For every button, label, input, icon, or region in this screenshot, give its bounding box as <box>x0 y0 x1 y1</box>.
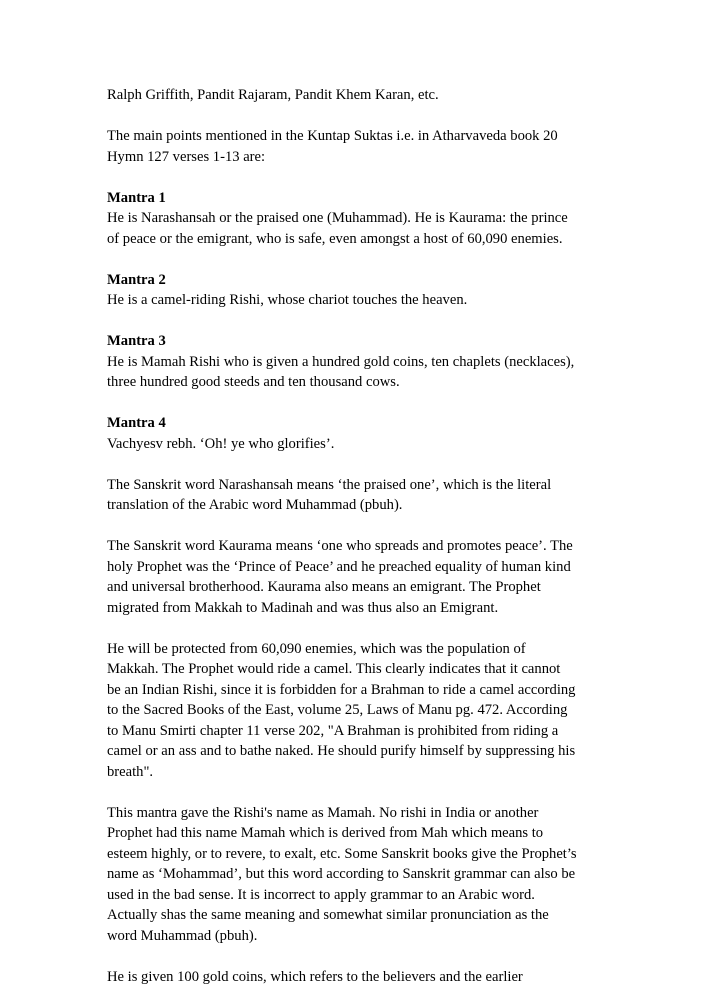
paragraph-mantra-2 <box>107 270 577 311</box>
paragraph-authors <box>107 85 577 106</box>
paragraph-text: Vachyesv rebh. ‘Oh! ye who glorifies’. <box>107 435 335 452</box>
mantra-heading: Mantra 2 <box>107 271 166 288</box>
mantra-heading: Mantra 4 <box>107 415 166 431</box>
mantra-heading: Mantra 3 <box>107 333 166 349</box>
paragraph-protected <box>107 639 577 783</box>
paragraph-text: He is Narashansah or the praised one (Muhammad). He is Kaurama: the prince of peace or the emigrant, who is safe, even amongst a host of 60,090 enemies. <box>107 210 568 247</box>
paragraph-text: He is a camel-riding Rishi, whose chariot touches the heaven. <box>107 292 468 308</box>
paragraph-mantra-4 <box>107 413 577 454</box>
paragraph-text: This mantra gave the Rishi's name as Mamah. No rishi in India or another Prophet had this name Mamah which is derived from Mah which means to esteem highly, or to revere, to exalt, etc. Some Sanskrit books give the Prophet’s name as ‘Mohammad’, but this word according to Sanskrit grammar can also be used in the bad sense. It is incorrect to apply grammar to an Arabic word. Actually shas the same meaning and somewhat similar pronunciation as the word Muhammad (pbuh). <box>107 804 577 944</box>
paragraph-text: He will be protected from 60,090 enemies, which was the population of Makkah. The Prophet would ride a camel. This clearly indicates that it cannot be an Indian Rishi, since it is forbidden for a Brahman to ride a camel according to the Sacred Books of the East, volume 25, Laws of Manu pg. 472. According to Manu Smirti chapter 11 verse 202, "A Brahman is prohibited from riding a camel or an ass and to bathe naked. He should purify himself by suppressing his breath". <box>107 640 576 780</box>
paragraph-text: The main points mentioned in the Kuntap Suktas i.e. in Atharvaveda book 20 Hymn 127 verses 1-13 are: <box>107 128 558 165</box>
paragraph-mantra-1 <box>107 188 577 250</box>
mantra-heading: Mantra 1 <box>107 189 166 206</box>
paragraph-mantra-3 <box>107 331 577 393</box>
paragraph-gold-coins <box>107 967 577 988</box>
paragraph-text: The Sanskrit word Narashansah means ‘the praised one’, which is the literal translation of the Arabic word Muhammad (pbuh). <box>107 476 552 513</box>
paragraph-text: The Sanskrit word Kaurama means ‘one who spreads and promotes peace’. The holy Prophet was the ‘Prince of Peace’ and he preached equality of human kind and universal brotherhood. Kaurama also means an emigrant. The Prophet migrated from Makkah to Madinah and was thus also an Emigrant. <box>107 538 573 616</box>
paragraph-text: He is given 100 gold coins, which refers to the believers and the earlier <box>107 968 523 985</box>
paragraph-text: Ralph Griffith, Pandit Rajaram, Pandit Khem Karan, etc. <box>107 87 439 103</box>
paragraph-kaurama <box>107 536 577 618</box>
document-body <box>107 85 577 1008</box>
paragraph-main-points <box>107 126 577 167</box>
paragraph-mamah <box>107 803 577 947</box>
paragraph-text: He is Mamah Rishi who is given a hundred gold coins, ten chaplets (necklaces), three hundred good steeds and ten thousand cows. <box>107 353 575 390</box>
paragraph-narashansah <box>107 475 577 516</box>
